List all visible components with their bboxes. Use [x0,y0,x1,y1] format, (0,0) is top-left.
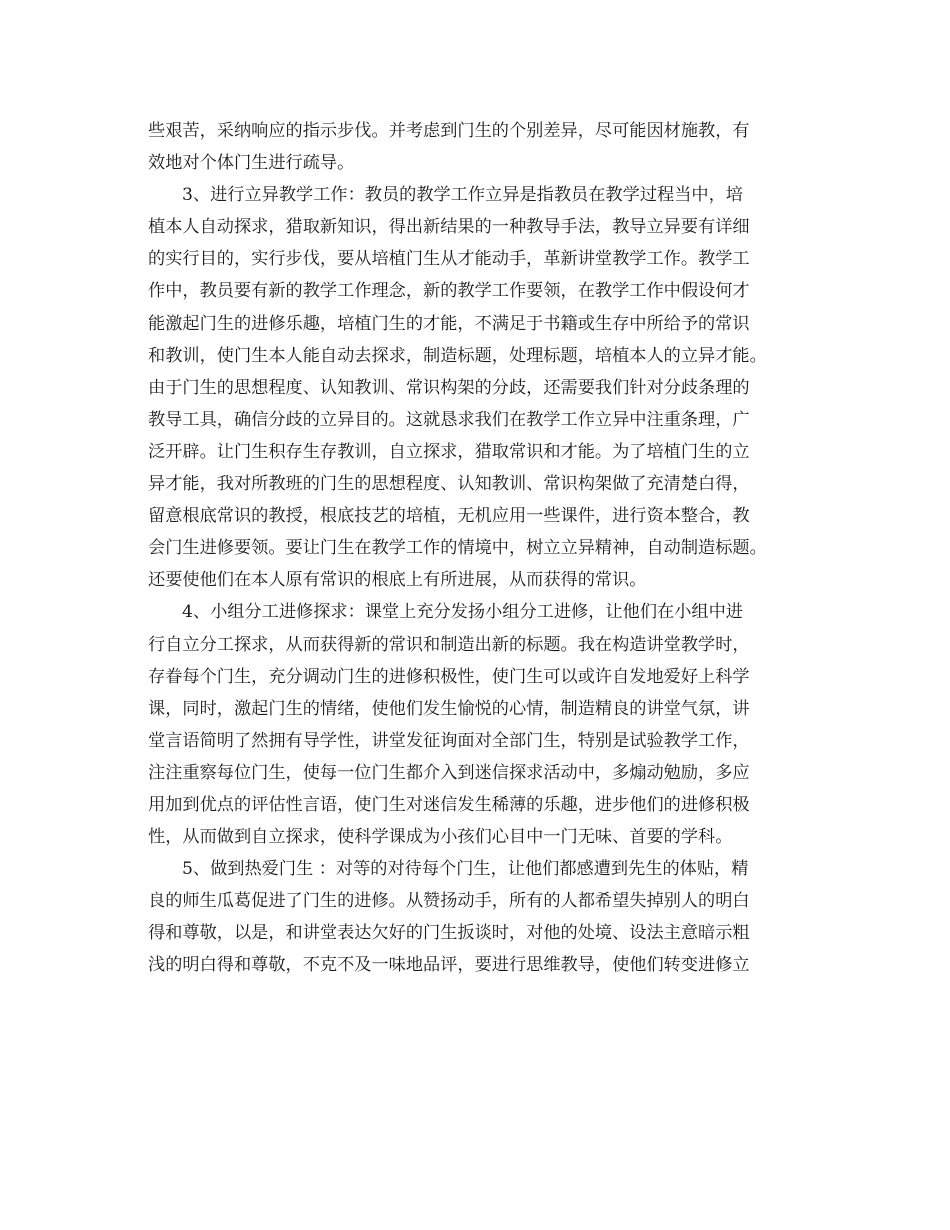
text-line: 会门生进修要领。要让门生在教学工作的情境中，树立立异精神，自动制造标题。 [148,538,767,559]
text-line: 植本人自动探求，猎取新知识，得出新结果的一种教导手法，教导立异要有详细 [148,217,750,238]
text-line: 堂言语简明了然拥有导学性，讲堂发征询面对全部门生，特别是试验教学工作， [148,730,750,751]
text-line: 泛开辟。让门生积存生存教训，自立探求，猎取常识和才能。为了培植门生的立 [148,441,750,462]
text-line: 留意根底常识的教授，根底技艺的培植，无机应用一些课件，进行资本整合，教 [148,506,750,527]
text-line: 5、做到热爱门生 ：对等的对待每个门生，让他们都感遭到先生的体贴，精 [182,859,749,880]
text-line: 能激起门生的进修乐趣，培植门生的才能，不满足于书籍或生存中所给予的常识 [148,313,750,334]
text-line: 教导工具，确信分歧的立异目的。这就恳求我们在教学工作立异中注重条理，广 [148,409,750,430]
text-line: 用加到优点的评估性言语，使门生对迷信发生稀薄的乐趣，进步他们的进修积极 [148,794,750,815]
text-line: 些艰苦，采纳响应的指示步伐。并考虑到门生的个别差异，尽可能因材施教，有 [148,121,750,141]
text-line: 4、小组分工进修探求：课堂上充分发扬小组分工进修，让他们在小组中进 [182,602,743,623]
text-line: 由于门生的思想程度、认知教训、常识构架的分歧，还需要我们针对分歧条理的 [148,377,750,398]
text-line: 良的师生瓜葛促进了门生的进修。从赞扬动手，所有的人都希望失掉别人的明白 [148,891,750,912]
text-line: 作中，教员要有新的教学工作理念，新的教学工作要领，在教学工作中假设何才 [148,281,750,302]
text-line: 和教训，使门生本人能自动去探求，制造标题，处理标题，培植本人的立异才能。 [148,345,767,366]
text-line: 效地对个体门生进行疏导。 [148,153,355,174]
text-line: 还要使他们在本人原有常识的根底上有所进展，从而获得的常识。 [148,570,647,591]
text-line: 异才能，我对所教班的门生的思想程度、认知教训、常识构架做了充清楚白得， [148,474,750,495]
text-line: 的实行目的，实行步伐，要从培植门生从才能动手，革新讲堂教学工作。教学工 [148,249,750,270]
document-body [148,115,808,982]
text-line: 行自立分工探求，从而获得新的常识和制造出新的标题。我在构造讲堂教学时， [148,634,750,655]
text-line: 3、进行立异教学工作：教员的教学工作立异是指教员在教学过程当中，培 [182,185,743,206]
text-line: 课，同时，激起门生的情绪，使他们发生愉悦的心情，制造精良的讲堂气氛，讲 [148,698,750,719]
text-line: 性，从而做到自立探求，使科学课成为小孩们心目中一门无味、首要的学科。 [148,827,733,848]
text-line: 存眷每个门生，充分调动门生的进修积极性，使门生可以或许自发地爱好上科学 [148,666,750,687]
text-line: 浅的明白得和尊敬，不克不及一味地品评，要进行思维教导，使他们转变进修立 [148,955,750,976]
text-line: 得和尊敬，以是，和讲堂表达欠好的门生扳谈时，对他的处境、设法主意暗示粗 [148,923,750,944]
text-line: 注注重察每位门生，使每一位门生都介入到迷信探求活动中，多煽动勉励，多应 [148,762,750,783]
